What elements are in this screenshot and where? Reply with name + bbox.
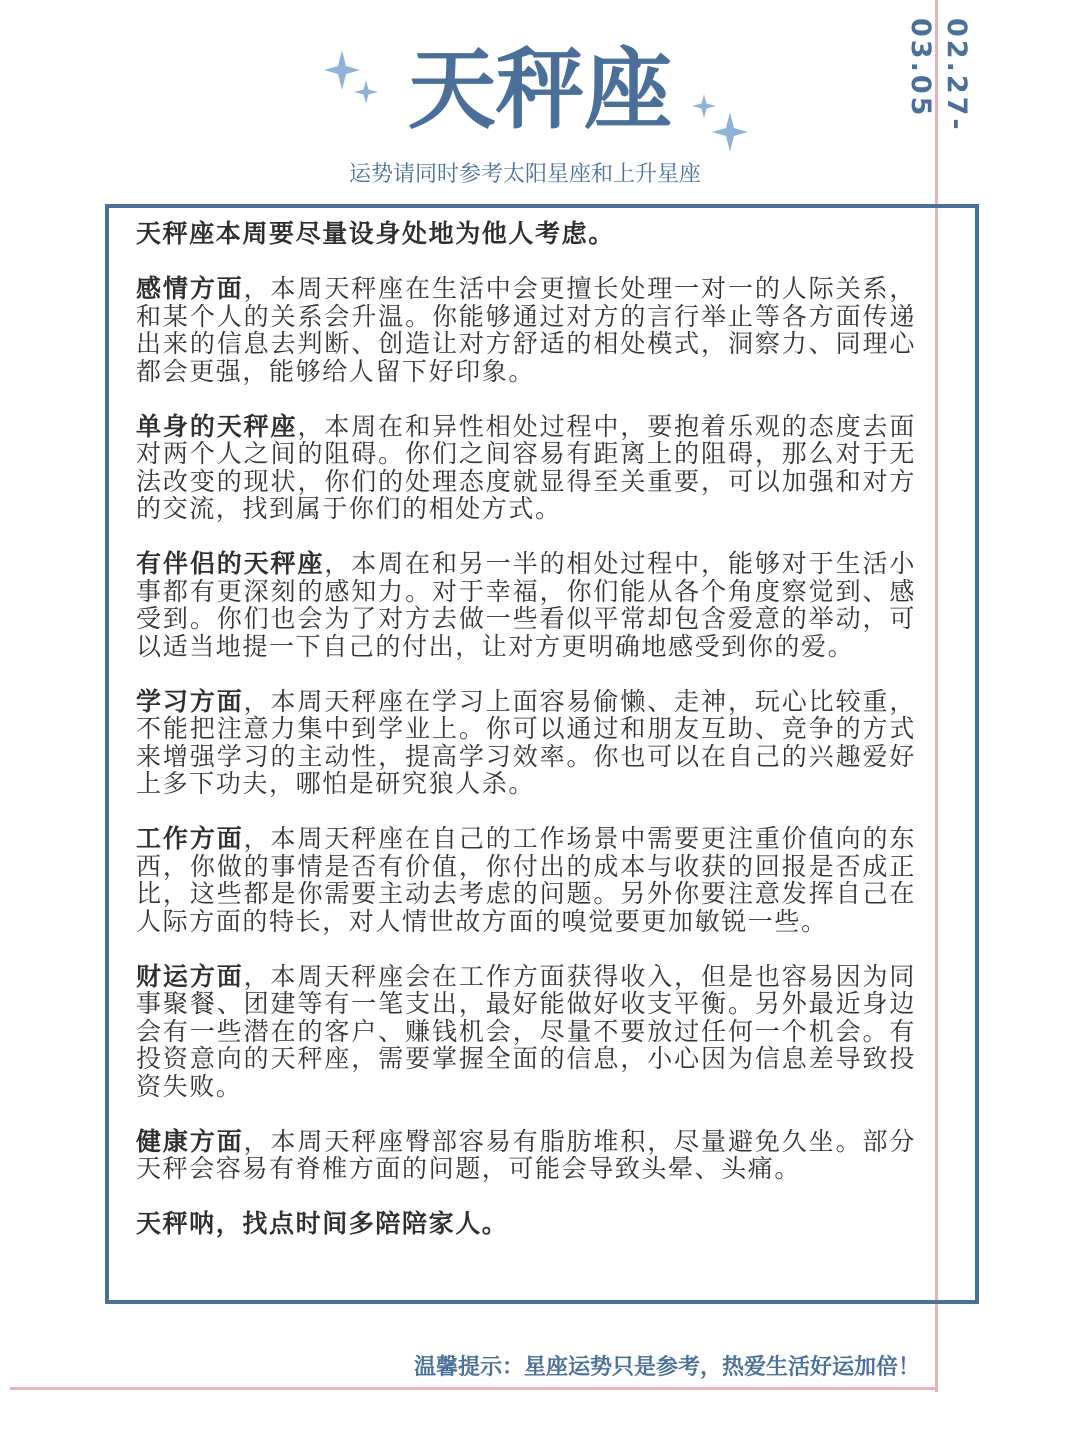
section-text: ，本周天秤座在生活中会更擅长处理一对一的人际关系，和某个人的关系会升温。你能够通过对方的言行举止等各方面传递出来的信息去判断、创造让对方舒适的相处模式，洞察力、同理心都会更强，能够给人留下好印象。 [136, 274, 916, 386]
section-heading: 单身的天秤座 [136, 411, 298, 441]
subtitle: 运势请同时参考太阳星座和上升星座 [348, 162, 701, 187]
date-range: 02.27-03.05 [905, 18, 972, 133]
section-text: ，本周在和另一半的相处过程中，能够对于生活小事都有更深刻的感知力。对于幸福，你们能从各个角度察觉到、感受到。你们也会为了对方去做一些看似平常却包含爱意的举动，可以适当地提一下自己的付出，让对方更明确地感受到你的爱。 [136, 549, 917, 661]
section-text: ，本周天秤座在学习上面容易偷懒、走神，玩心比较重，不能把注意力集中到学业上。你可以通过和朋友互助、竞争的方式来增强学习的主动性，提高学习效率。你也可以在自己的兴趣爱好上多下功夫，哪怕是研究狼人杀。 [136, 686, 916, 798]
intro-text: 天秤座本周要尽量设身处地为他人考虑。 [136, 219, 615, 248]
section-love [136, 275, 916, 385]
section-health [136, 1128, 916, 1183]
section-study [136, 688, 916, 798]
frame-line-horizontal [10, 1387, 938, 1390]
section-heading: 健康方面 [136, 1126, 244, 1156]
horoscope-content [136, 220, 916, 1265]
sparkle-icon [690, 92, 750, 154]
closing-text: 天秤呐，找点时间多陪陪家人。 [136, 1209, 509, 1238]
page-title: 天秤座 [407, 38, 672, 141]
section-text: ，本周在和异性相处过程中，要抱着乐观的态度去面对两个人之间的阻碍。你们之间容易有距离上的阻碍，那么对于无法改变的现状，你们的处理态度就显得至关重要，可以加强和对方的交流，找到属于你们的相处方式。 [136, 411, 916, 523]
section-heading: 工作方面 [136, 824, 244, 853]
intro-paragraph [136, 220, 916, 248]
closing-paragraph [136, 1210, 916, 1238]
section-heading: 感情方面 [136, 274, 244, 303]
section-text: ，本周天秤座在自己的工作场景中需要更注重价值向的东西，你做的事情是否有价值，你付出的成本与收获的回报是否成正比，这些都是你需要主动去考虑的问题。另外你要注意发挥自己在人际方面的特长，对人情世故方面的嗅觉要更加敏锐一些。 [136, 824, 916, 936]
section-heading: 学习方面 [136, 686, 244, 716]
section-heading: 有伴侣的天秤座 [136, 549, 325, 578]
section-single [136, 413, 916, 523]
section-heading: 财运方面 [136, 961, 244, 991]
section-couple [136, 550, 916, 660]
section-text: ，本周天秤座会在工作方面获得收入，但是也容易因为同事聚餐、团建等有一笔支出，最好能做好收支平衡。另外最近身边会有一些潜在的客户、赚钱机会，尽量不要放过任何一个机会。有投资意向的天秤座，需要掌握全面的信息，小心因为信息差导致投资失败。 [136, 961, 916, 1101]
section-work [136, 825, 916, 935]
section-wealth [136, 963, 916, 1101]
footer-tip: 温馨提示：星座运势只是参考，热爱生活好运加倍！ [413, 1355, 920, 1380]
section-text: ，本周天秤座臀部容易有脂肪堆积，尽量避免久坐。部分天秤会容易有脊椎方面的问题，可能会导致头晕、头痛。 [136, 1126, 916, 1183]
